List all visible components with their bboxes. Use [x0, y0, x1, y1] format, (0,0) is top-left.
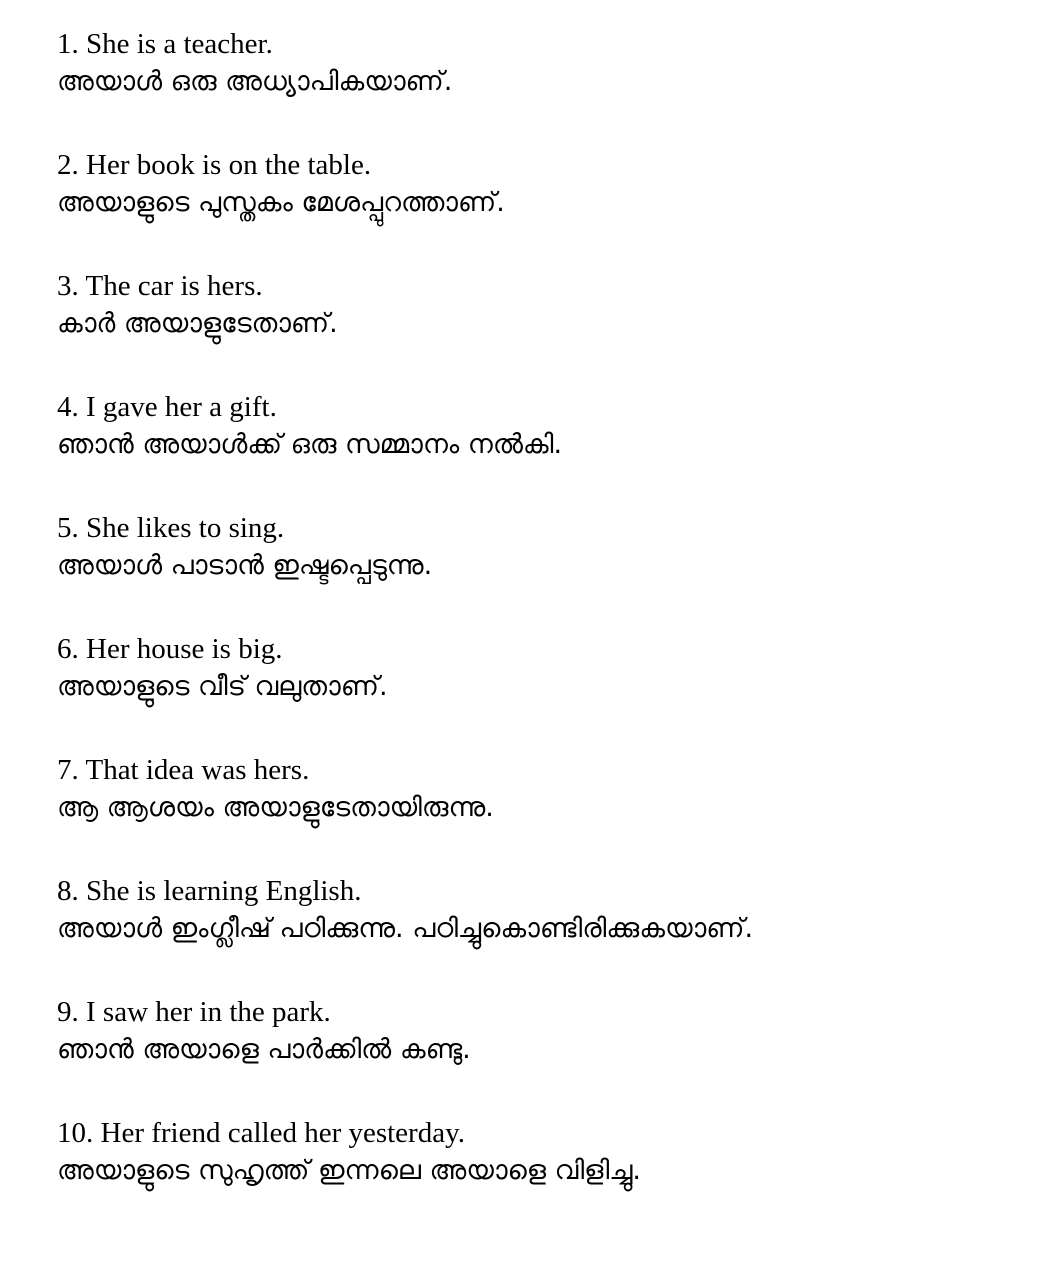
malayalam-translation: അയാൾ ഇംഗ്ലീഷ് പഠിക്കുന്നു. പഠിച്ചുകൊണ്ടിരിക്കുകയാണ്. — [57, 913, 754, 944]
malayalam-translation: കാർ അയാളുടേതാണ്. — [57, 308, 338, 339]
malayalam-translation: അയാൾ ഒരു അധ്യാപികയാണ്. — [57, 66, 453, 97]
sentence-pair-6 — [57, 631, 1047, 752]
malayalam-translation: അയാളുടെ വീട് വലുതാണ്. — [57, 671, 388, 702]
english-sentence: 4. I gave her a gift. — [57, 391, 277, 423]
english-sentence: 2. Her book is on the table. — [57, 149, 372, 181]
sentence-pair-3 — [57, 268, 1047, 389]
malayalam-translation: അയാളുടെ പുസ്തകം മേശപ്പുറത്താണ്. — [57, 187, 505, 218]
english-sentence: 5. She likes to sing. — [57, 512, 285, 544]
malayalam-translation: അയാളുടെ സുഹൃത്ത് ഇന്നലെ അയാളെ വിളിച്ചു. — [57, 1155, 641, 1186]
sentence-pair-10 — [57, 1115, 1047, 1236]
sentence-pair-8 — [57, 873, 1047, 994]
english-sentence: 8. She is learning English. — [57, 875, 362, 907]
malayalam-translation: ആ ആശയം അയാളുടേതായിരുന്നു. — [57, 792, 494, 823]
sentence-pair-7 — [57, 752, 1047, 873]
sentence-list — [57, 26, 1047, 1236]
sentence-pair-2 — [57, 147, 1047, 268]
english-sentence: 6. Her house is big. — [57, 633, 283, 665]
sentence-pair-4 — [57, 389, 1047, 510]
sentence-pair-9 — [57, 994, 1047, 1115]
malayalam-translation: അയാൾ പാടാൻ ഇഷ്ടപ്പെടുന്നു. — [57, 550, 433, 581]
english-sentence: 3. The car is hers. — [57, 270, 263, 302]
english-sentence: 1. She is a teacher. — [57, 28, 273, 60]
malayalam-translation: ഞാൻ അയാൾക്ക് ഒരു സമ്മാനം നൽകി. — [57, 429, 563, 460]
english-sentence: 10. Her friend called her yesterday. — [57, 1117, 465, 1149]
english-sentence: 7. That idea was hers. — [57, 754, 310, 786]
malayalam-translation: ഞാൻ അയാളെ പാർക്കിൽ കണ്ടു. — [57, 1034, 471, 1065]
sentence-pair-1 — [57, 26, 1047, 147]
sentence-pair-5 — [57, 510, 1047, 631]
english-sentence: 9. I saw her in the park. — [57, 996, 331, 1028]
